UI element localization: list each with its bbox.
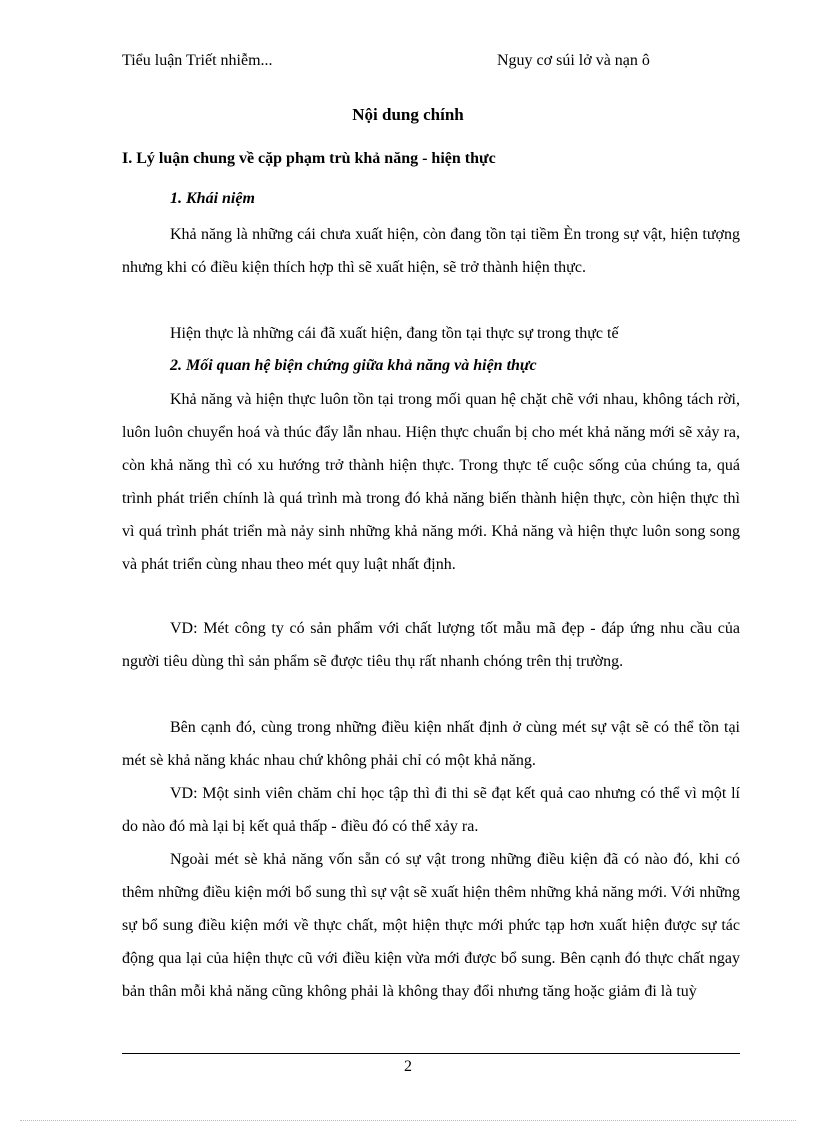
paragraph: Bên cạnh đó, cùng trong những điều kiện nhất định ở cùng mét sự vật sẽ có thể tồn tại mét sè khả năng khác nhau chứ không phải chỉ có một khả năng. [122, 719, 740, 769]
paragraph: Khả năng là những cái chưa xuất hiện, còn đang tồn tại tiềm Èn trong sự vật, hiện tượng nhưng khi có điều kiện thích hợp thì sẽ xuất hiện, sẽ trở thành hiện thực. [122, 226, 740, 276]
paragraph: Hiện thực là những cái đã xuất hiện, đang tồn tại thực sự trong thực tế [170, 325, 619, 342]
paragraph: Ngoài mét sè khả năng vốn sẵn có sự vật trong những điều kiện đã có nào đó, khi có thêm những điều kiện mới bổ sung thì sự vật sẽ xuất hiện thêm những khả năng mới. Với những sự bổ sung điều kiện mới về thực chất, một hiện thực mới phức tạp hơn xuất hiện được sự tác động qua lại của hiện thực cũ với điều kiện vừa mới được bổ sung. Bên cạnh đó thực chất ngay bản thân mỗi khả năng cũng không phải là không thay đổi nhưng tăng hoặc giảm đi là tuỳ [122, 851, 740, 1000]
page-boundary [20, 1120, 796, 1121]
paragraph: Khả năng và hiện thực luôn tồn tại trong mối quan hệ chặt chẽ với nhau, không tách rời, luôn luôn chuyển hoá và thúc đẩy lẫn nhau. Hiện thực chuẩn bị cho mét khả năng mới sẽ xảy ra, còn khả năng thì có xu hướng trở thành hiện thực. Trong thực tế cuộc sống của chúng ta, quá trình phát triển chính là quá trình mà trong đó khả năng biến thành hiện thực, còn hiện thực thì vì quá trình phát triển mà nảy sinh những khả năng mới. Khả năng và hiện thực luôn song song và phát triển cùng nhau theo mét quy luật nhất định. [122, 391, 740, 573]
section-heading: I. Lý luận chung về cặp phạm trù khả năng - hiện thực [122, 150, 496, 167]
subsection-heading-2: 2. Mối quan hệ biện chứng giữa khả năng và hiện thực [170, 357, 537, 374]
header-right: Nguy cơ súi lở và nạn ô [497, 52, 650, 69]
page-number: 2 [404, 1058, 412, 1075]
header-left: Tiểu luận Triết nhiễm... [122, 52, 273, 69]
paragraph: VD: Một sinh viên chăm chỉ học tập thì đi thi sẽ đạt kết quả cao nhưng có thể vì một lí do nào đó mà lại bị kết quả thấp - điều đó có thể xảy ra. [122, 785, 740, 835]
paragraph: VD: Mét công ty có sản phẩm với chất lượng tốt mẫu mã đẹp - đáp ứng nhu cầu của người tiêu dùng thì sản phẩm sẽ được tiêu thụ rất nhanh chóng trên thị trường. [122, 620, 740, 670]
page-title: Nội dung chính [352, 105, 464, 124]
subsection-heading-1: 1. Khái niệm [170, 190, 255, 207]
footer-rule [122, 1053, 740, 1054]
